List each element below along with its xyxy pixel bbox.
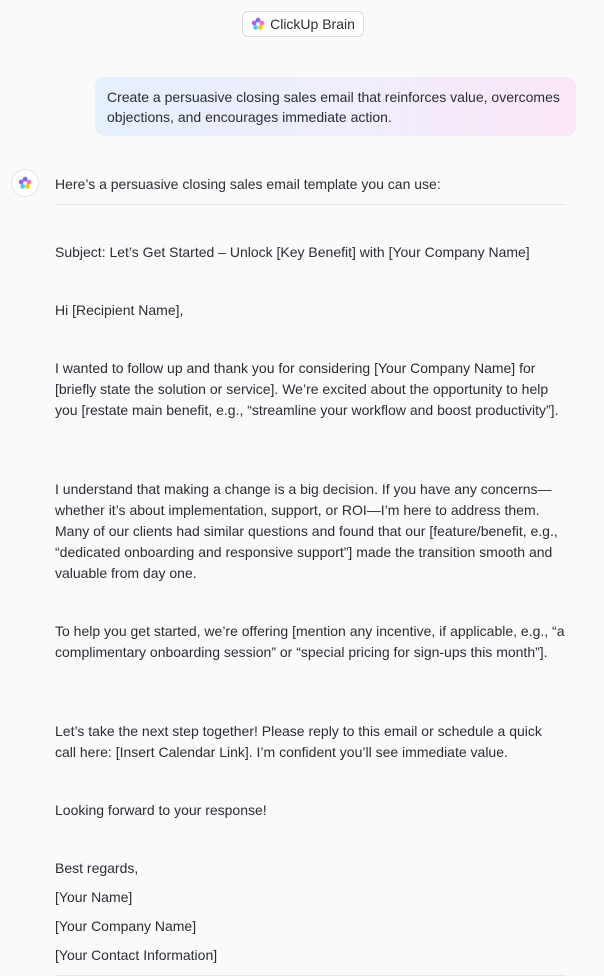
divider-top [55,204,566,205]
signature-contact: [Your Contact Information] [55,947,218,963]
email-paragraph-4: Let’s take the next step together! Please reply to this email or schedule a quick call here: [Insert Calendar Link]. I’m confident you’ll see immediate value. [55,723,542,760]
user-message-text: Create a persuasive closing sales email that reinforces value, overcomes objections, and encourages immediate action. [107,89,560,125]
email-paragraph-3: To help you get started, we’re offering [mention any incentive, if applicable, e.g., “a complimentary onboarding session” or “special pricing for sign-ups this month”]. [55,623,565,660]
email-paragraph-1: I wanted to follow up and thank you for considering [Your Company Name] for [briefly state the solution or service]. We’re excited about the opportunity to help you [restate main benefit, e.g., “streamline your workflow and boost productivity”]. [55,360,559,418]
signature-company: [Your Company Name] [55,918,197,934]
clickup-brain-icon [251,17,265,31]
clickup-brain-chip[interactable] [242,11,364,37]
email-paragraph-2: I understand that making a change is a big decision. If you have any concerns—whether it’s about implementation, support, or ROI—I’m here to address them. Many of our clients had similar questions and found that our [feature/benefit, e.g., “dedicated onboarding and responsive support”] made the transition smooth and valuable from day one. [55,481,558,581]
user-message-bubble [95,77,576,136]
response-intro: Here’s a persuasive closing sales email template you can use: [55,176,441,192]
email-subject: Subject: Let’s Get Started – Unlock [Key Benefit] with [Your Company Name] [55,244,530,260]
email-greeting: Hi [Recipient Name], [55,302,184,318]
signature-name: [Your Name] [55,889,133,905]
brain-avatar [11,169,39,197]
clickup-brain-icon [18,176,32,190]
email-sign-off: Best regards, [55,860,139,876]
email-closing-line: Looking forward to your response! [55,802,267,818]
header-title: ClickUp Brain [270,16,355,32]
